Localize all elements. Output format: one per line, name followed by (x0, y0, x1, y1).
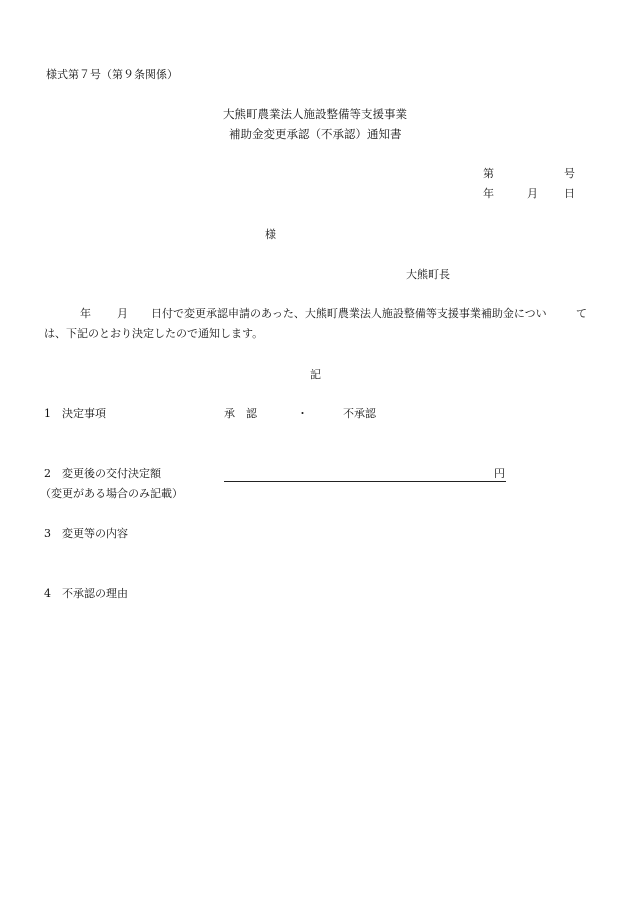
form-number: 様式第７号（第９条関係） (46, 68, 178, 81)
issuer-name: 大熊町長 (406, 268, 450, 281)
item1-separator: ・ (297, 407, 308, 420)
body-year: 年 (80, 307, 91, 320)
body-line1-end: て (576, 307, 587, 320)
body-line2: は、下記のとおり決定したので通知します。 (44, 327, 264, 340)
item1-label: 決定事項 (62, 407, 106, 420)
date-year: 年 (483, 187, 494, 200)
ki-heading: 記 (310, 368, 321, 381)
item2-number: 2 (44, 467, 51, 480)
reference-go: 号 (564, 167, 575, 180)
addressee-sama: 様 (265, 228, 276, 241)
item4-label: 不承認の理由 (62, 587, 128, 600)
item3-number: 3 (44, 527, 51, 540)
body-month: 月 (117, 307, 128, 320)
item2-unit: 円 (494, 467, 505, 480)
item2-label: 変更後の交付決定額 (62, 467, 161, 480)
document-title-line1: 大熊町農業法人施設整備等支援事業 (223, 107, 407, 121)
item2-note: （変更がある場合のみ記載） (40, 487, 183, 500)
document-title-line2: 補助金変更承認（不承認）通知書 (229, 127, 402, 141)
item3-label: 変更等の内容 (62, 527, 128, 540)
reference-dai: 第 (483, 167, 494, 180)
body-line1: 日付で変更承認申請のあった、大熊町農業法人施設整備等支援事業補助金につい (151, 307, 547, 320)
item1-reject-option: 不承認 (343, 407, 376, 420)
date-day: 日 (564, 187, 575, 200)
item4-number: 4 (44, 587, 51, 600)
item1-number: 1 (44, 407, 51, 420)
item1-approve-option: 承 認 (224, 407, 257, 420)
amount-underline (224, 481, 506, 482)
date-month: 月 (527, 187, 538, 200)
